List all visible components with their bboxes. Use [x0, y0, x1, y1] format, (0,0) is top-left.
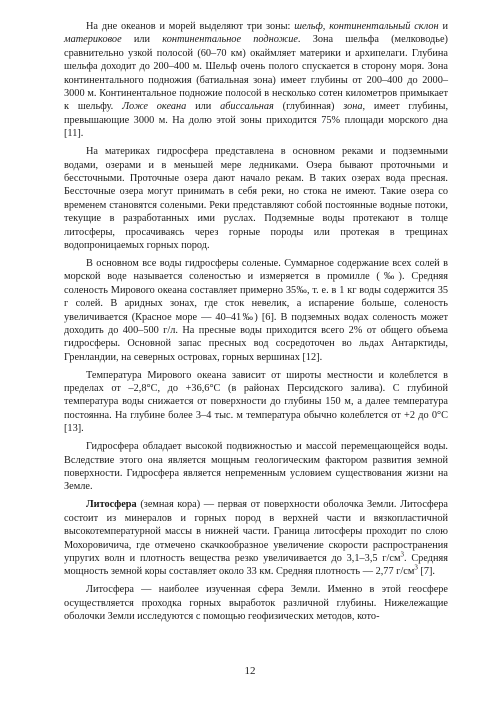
text-run: или	[186, 101, 221, 113]
paragraph	[64, 145, 448, 252]
text-body	[64, 20, 448, 623]
term-italic: абиссальная	[220, 101, 274, 113]
text-run: и	[438, 21, 448, 32]
text-run: [7].	[417, 566, 435, 578]
paragraph	[64, 257, 448, 364]
page-number: 12	[244, 665, 256, 677]
term-italic: материковое	[64, 34, 122, 46]
text-run: На материках гидросфера представлена в основном реками и подземными водами, озерами и в меньшей мере ледниками. Озера бывают проточными и бессточными. Проточные озера дают начало рекам. В таких озерах вода пресная. Бессточные озера могут принимать в себя реки, но стока не имеют. Такие озера со временем становятся солеными. Реки представляют собой постоянные водные потоки, текущие в разработанных ими руслах. Подземные воды протекают в толще литосферы, просачиваясь через горные породы или протекая в трещинах водопроницаемых горных пород.	[64, 146, 448, 251]
superscript: 3	[414, 563, 418, 572]
text-run: , имеет глубины, превышающие 3000 м. На долю этой зоны приходится 75% площади морского дна [11].	[64, 101, 449, 140]
text-run: На дне океанов и морей выделяют три зоны:	[86, 21, 295, 32]
text-run: или	[121, 34, 163, 46]
text-run: Литосфера — наиболее изученная сфера Земли. Именно в этой геосфере осуществляется проходка горных выработок различной глубины. Нижележащие оболочки Земли исследуются с помощью геофизических методов, кото-	[64, 584, 448, 623]
paragraph	[64, 20, 448, 141]
term-italic: континентальное подножие	[162, 34, 298, 46]
term-italic: шельф, континентальный склон	[294, 21, 439, 32]
paragraph	[64, 498, 448, 578]
text-run: Гидросфера обладает высокой подвижностью и массой перемещающейся воды. Вследствие этого она является мощным геологическим фактором развития земной поверхности. Гидросфера является непременным условием существования жизни на Земле.	[64, 441, 448, 493]
text-run: . Зона шельфа (мелководье) сравнительно узкой полосой (60–70 км) окаймляет материки и архипелаги. Глубина шельфа доходит до 200–400 м. Шельф очень полого спускается в сторону моря. Зона континентального подножия (батиальная зона) имеет глубины от 200–400 до 2000–3000 м. Континентальное подножие полосой в несколько сотен километров примыкает к шельфу.	[64, 34, 448, 113]
text-run: Температура Мирового океана зависит от широты местности и колеблется в пределах от –2,8°С, до +36,6°С (в районах Персидского залива). С глубиной температура воды снижается от поверхности до глубины 150 м, а далее температура постоянна. На глубине более 3–4 тыс. м температура обычно колеблется от +2 до 0°С [13].	[64, 369, 448, 435]
paragraph	[64, 583, 448, 623]
text-run: (земная кора) — первая от поверхности оболочка Земли. Литосфера состоит из минералов и горных пород в верхней части и вязкопластичной высокотемпературной массы в нижней части. Граница литосферы проходит по слою Мохоровичича, где отмечено скачкообразное увеличение скорости распространения упругих волн и плотность вещества резко увеличивается до 3,1–3,5 г/см	[64, 499, 448, 564]
paragraph	[64, 440, 448, 494]
term-italic: Ложе океана	[122, 101, 187, 113]
text-run: . Средняя мощность земной коры составляет около 33 км. Средняя плотность — 2,77 г/см	[64, 552, 448, 578]
superscript: 3	[400, 550, 404, 559]
text-run: (глубинная)	[273, 101, 344, 113]
term-bold: Литосфера	[86, 499, 137, 511]
paragraph	[64, 369, 448, 436]
term-italic: зона	[343, 101, 363, 113]
text-run: В основном все воды гидросферы соленые. Суммарное содержание всех солей в морской воде называется соленостью и измеряется в промилле (‰). Средняя соленость Мирового океана составляет примерно 35‰, т. е. в 1 кг воды содержится 35 г солей. В аридных зонах, где сток невелик, а испарение больше, соленость увеличивается (Красное море — 40–41‰) [6]. В подземных водах соленость может доходить до 400–500 г/л. На пресные воды приходится всего 2% от общего объема гидросферы. Основной запас пресных вод сосредоточен во льдах Антарктиды, Гренландии, на северных островах, горных вершинах [12].	[64, 257, 448, 363]
